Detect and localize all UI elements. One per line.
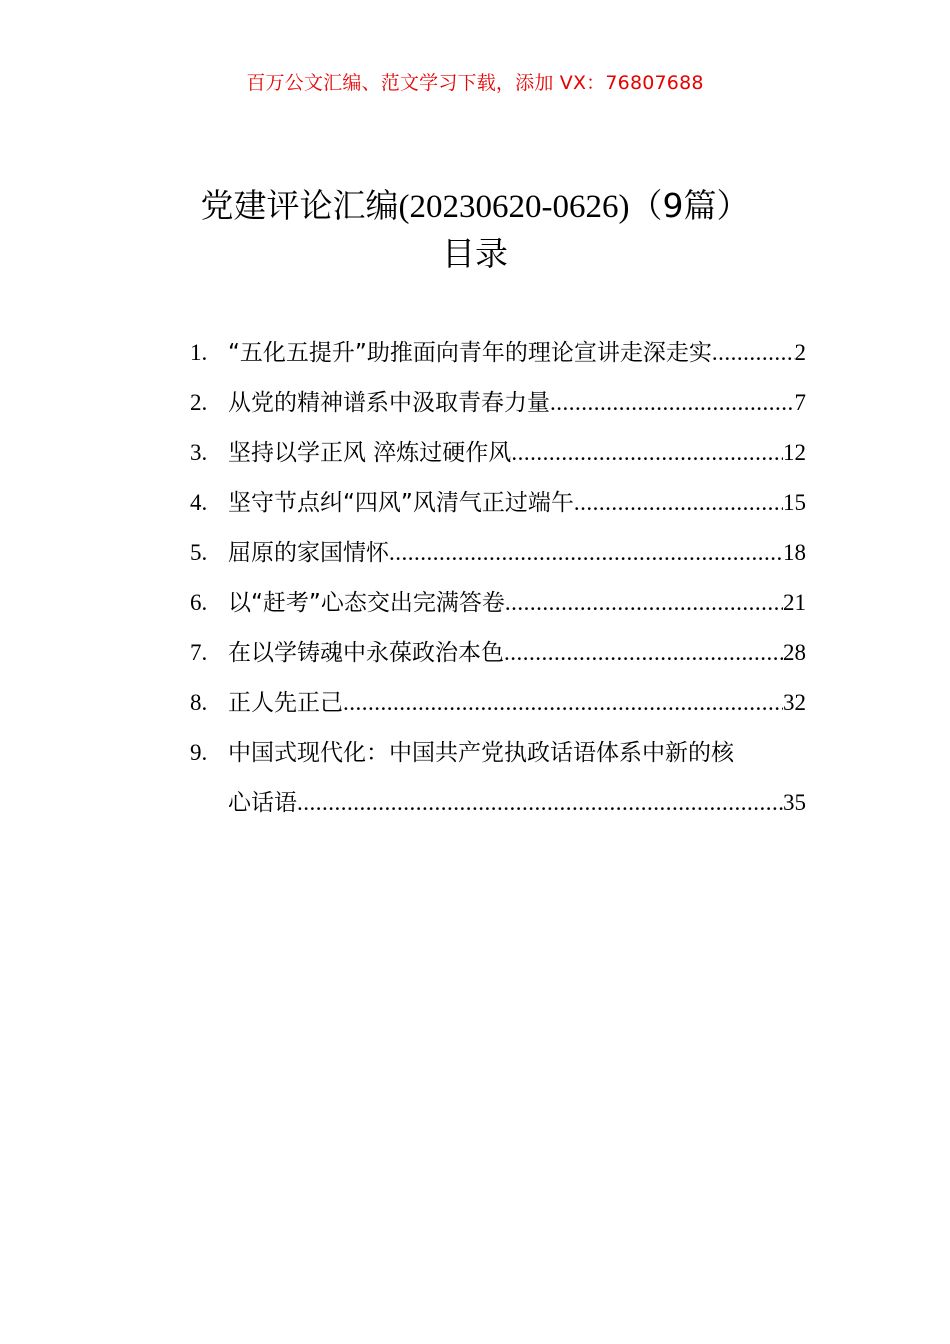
toc-entry-title: 正人先正己 [228, 690, 343, 716]
toc-entry-number: 2. [190, 390, 208, 415]
toc-entry[interactable] [190, 628, 806, 678]
toc-entry-page: 15 [783, 490, 806, 515]
toc-leader-dots [550, 378, 795, 428]
title-count: （9篇） [629, 186, 750, 225]
toc-entry[interactable] [190, 378, 806, 428]
toc-entry-number: 7. [190, 640, 208, 665]
toc-entry-number: 4. [190, 490, 208, 515]
toc-entry[interactable] [190, 728, 806, 828]
toc-entry-title-continued: 心话语 [228, 790, 297, 816]
toc-entry-title: “五化五提升”助推面向青年的理论宣讲走深走实 [228, 340, 712, 366]
toc-entry-title: 屈原的家国情怀 [228, 540, 389, 566]
toc-entry-page: 35 [783, 790, 806, 815]
toc-entry[interactable] [190, 578, 806, 628]
toc-entry-page: 18 [783, 540, 806, 565]
toc-entry-title: 中国式现代化：中国共产党执政话语体系中新的核 [228, 740, 734, 766]
toc-leader-dots [389, 528, 783, 578]
toc-entry-title: 以“赶考”心态交出完满答卷 [228, 590, 505, 616]
title-main: 党建评论汇编 [200, 186, 399, 225]
toc-entry[interactable] [190, 678, 806, 728]
toc-leader-dots [504, 628, 783, 678]
toc-heading: 目录 [442, 234, 508, 273]
toc-entry-title: 从党的精神谱系中汲取青春力量 [228, 390, 550, 416]
toc-entry-line1 [190, 728, 806, 778]
toc-leader-dots [574, 478, 783, 528]
toc-entry-number: 5. [190, 540, 208, 565]
toc-entry-line2 [190, 778, 806, 828]
toc-entry-page: 32 [783, 690, 806, 715]
document-title [0, 184, 950, 229]
toc-entry-number: 1. [190, 340, 208, 365]
toc-entry-page: 21 [783, 590, 806, 615]
toc-entry-number: 9. [190, 740, 208, 765]
toc-entry-title: 在以学铸魂中永葆政治本色 [228, 640, 504, 666]
toc-leader-dots [712, 328, 795, 378]
table-of-contents [190, 328, 806, 828]
toc-entry[interactable] [190, 528, 806, 578]
toc-entry-title: 坚守节点纠“四风”风清气正过端午 [228, 490, 574, 516]
toc-entry-page: 28 [783, 640, 806, 665]
toc-leader-dots [505, 578, 783, 628]
toc-leader-dots [511, 428, 783, 478]
toc-entry[interactable] [190, 428, 806, 478]
toc-entry-number: 8. [190, 690, 208, 715]
toc-leader-dots [343, 678, 783, 728]
toc-entry[interactable] [190, 328, 806, 378]
toc-entry-page: 2 [794, 340, 806, 365]
title-date-range: (20230620-0626) [398, 189, 630, 225]
toc-entry-number: 6. [190, 590, 208, 615]
header-watermark-note: 百万公文汇编、范文学习下载，添加 VX：76807688 [246, 72, 704, 94]
toc-entry-page: 7 [794, 390, 806, 415]
toc-entry-number: 3. [190, 440, 208, 465]
toc-leader-dots [297, 778, 783, 828]
toc-entry-title: 坚持以学正风 淬炼过硬作风 [228, 440, 512, 466]
toc-entry[interactable] [190, 478, 806, 528]
toc-entry-page: 12 [783, 440, 806, 465]
